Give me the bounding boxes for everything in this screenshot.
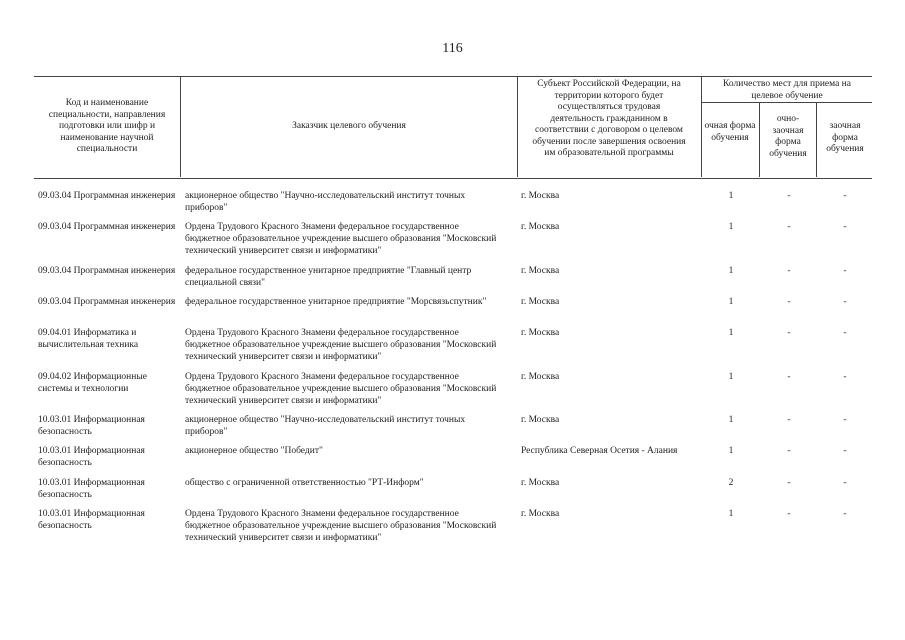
row-full-time: 1 bbox=[728, 372, 734, 382]
row-subject: г. Москва bbox=[521, 297, 560, 307]
row-code: 09.03.04 Программная инженерия bbox=[38, 266, 176, 276]
header-customer: Заказчик целевого обучения bbox=[292, 121, 406, 131]
header-part-time: очно-заочная форма обучения bbox=[769, 114, 807, 159]
row-subject: г. Москва bbox=[521, 415, 560, 425]
header-divider bbox=[180, 76, 181, 177]
row-subject: г. Москва bbox=[521, 372, 560, 382]
row-customer: Ордена Трудового Красного Знамени федеральное государственное бюджетное образовательное учреждение высшего образования "Московский технический университет связи и информатики" bbox=[185, 222, 497, 256]
row-customer: акционерное общество "Научно-исследовательский институт точных приборов" bbox=[185, 415, 466, 437]
row-subject: г. Москва bbox=[521, 266, 560, 276]
row-customer: акционерное общество "Победит" bbox=[185, 446, 323, 456]
row-code: 09.03.04 Программная инженерия bbox=[38, 297, 176, 307]
row-extramural: - bbox=[843, 222, 847, 232]
row-part-time: - bbox=[787, 478, 791, 488]
row-code: 10.03.01 Информационная безопасность bbox=[38, 446, 145, 468]
row-extramural: - bbox=[843, 191, 847, 201]
row-subject: г. Москва bbox=[521, 509, 560, 519]
row-code: 09.04.02 Информационные системы и технологии bbox=[38, 372, 147, 394]
row-subject: г. Москва bbox=[521, 328, 560, 338]
header-places: Количество мест для приема на целевое обучение bbox=[723, 79, 851, 101]
row-customer: Ордена Трудового Красного Знамени федеральное государственное бюджетное образовательное учреждение высшего образования "Московский технический университет связи и информатики" bbox=[185, 372, 497, 406]
row-full-time: 1 bbox=[728, 222, 734, 232]
row-part-time: - bbox=[787, 297, 791, 307]
row-extramural: - bbox=[843, 297, 847, 307]
row-full-time: 2 bbox=[728, 478, 734, 488]
header-divider bbox=[701, 102, 872, 103]
row-subject: г. Москва bbox=[521, 478, 560, 488]
row-full-time: 1 bbox=[728, 297, 734, 307]
row-full-time: 1 bbox=[728, 446, 734, 456]
row-subject: г. Москва bbox=[521, 222, 560, 232]
header-divider bbox=[517, 76, 518, 177]
row-code: 10.03.01 Информационная безопасность bbox=[38, 509, 145, 531]
row-customer: общество с ограниченной ответственностью "РТ-Информ" bbox=[185, 478, 424, 488]
header-extramural: заочная форма обучения bbox=[826, 121, 864, 154]
row-customer: Ордена Трудового Красного Знамени федеральное государственное бюджетное образовательное учреждение высшего образования "Московский технический университет связи и информатики" bbox=[185, 509, 497, 543]
row-part-time: - bbox=[787, 415, 791, 425]
row-subject: г. Москва bbox=[521, 191, 560, 201]
row-customer: федеральное государственное унитарное предприятие "Морсвязьспутник" bbox=[185, 297, 487, 307]
row-code: 09.03.04 Программная инженерия bbox=[38, 222, 176, 232]
row-full-time: 1 bbox=[728, 509, 734, 519]
row-extramural: - bbox=[843, 446, 847, 456]
row-part-time: - bbox=[787, 328, 791, 338]
row-extramural: - bbox=[843, 372, 847, 382]
header-divider bbox=[759, 102, 760, 177]
row-part-time: - bbox=[787, 222, 791, 232]
row-customer: акционерное общество "Научно-исследовательский институт точных приборов" bbox=[185, 191, 466, 213]
row-full-time: 1 bbox=[728, 328, 734, 338]
row-part-time: - bbox=[787, 372, 791, 382]
row-extramural: - bbox=[843, 478, 847, 488]
row-part-time: - bbox=[787, 509, 791, 519]
row-extramural: - bbox=[843, 415, 847, 425]
row-full-time: 1 bbox=[728, 415, 734, 425]
row-code: 09.04.01 Информатика и вычислительная техника bbox=[38, 328, 139, 350]
row-part-time: - bbox=[787, 266, 791, 276]
row-part-time: - bbox=[787, 191, 791, 201]
row-full-time: 1 bbox=[728, 266, 734, 276]
header-subject: Субъект Российской Федерации, на территории которого будет осуществляться трудовая деятельность гражданином в соответствии с договором о целевом обучении после завершения освоения им образовательной программы bbox=[532, 79, 686, 158]
page-number: 116 bbox=[442, 41, 463, 56]
row-extramural: - bbox=[843, 266, 847, 276]
row-customer: федеральное государственное унитарное предприятие "Главный центр специальной связи" bbox=[185, 266, 472, 288]
header-full-time: очная форма обучения bbox=[704, 121, 756, 143]
row-full-time: 1 bbox=[728, 191, 734, 201]
row-customer: Ордена Трудового Красного Знамени федеральное государственное бюджетное образовательное учреждение высшего образования "Московский технический университет связи и информатики" bbox=[185, 328, 497, 362]
row-code: 10.03.01 Информационная безопасность bbox=[38, 415, 145, 437]
header-divider bbox=[701, 76, 702, 177]
row-subject: Республика Северная Осетия - Алания bbox=[521, 446, 678, 456]
row-code: 09.03.04 Программная инженерия bbox=[38, 191, 176, 201]
row-code: 10.03.01 Информационная безопасность bbox=[38, 478, 145, 500]
header-divider bbox=[816, 102, 817, 177]
row-part-time: - bbox=[787, 446, 791, 456]
row-extramural: - bbox=[843, 328, 847, 338]
header-code: Код и наименование специальности, направления подготовки или шифр и наименование научной специальности bbox=[48, 98, 166, 154]
row-extramural: - bbox=[843, 509, 847, 519]
